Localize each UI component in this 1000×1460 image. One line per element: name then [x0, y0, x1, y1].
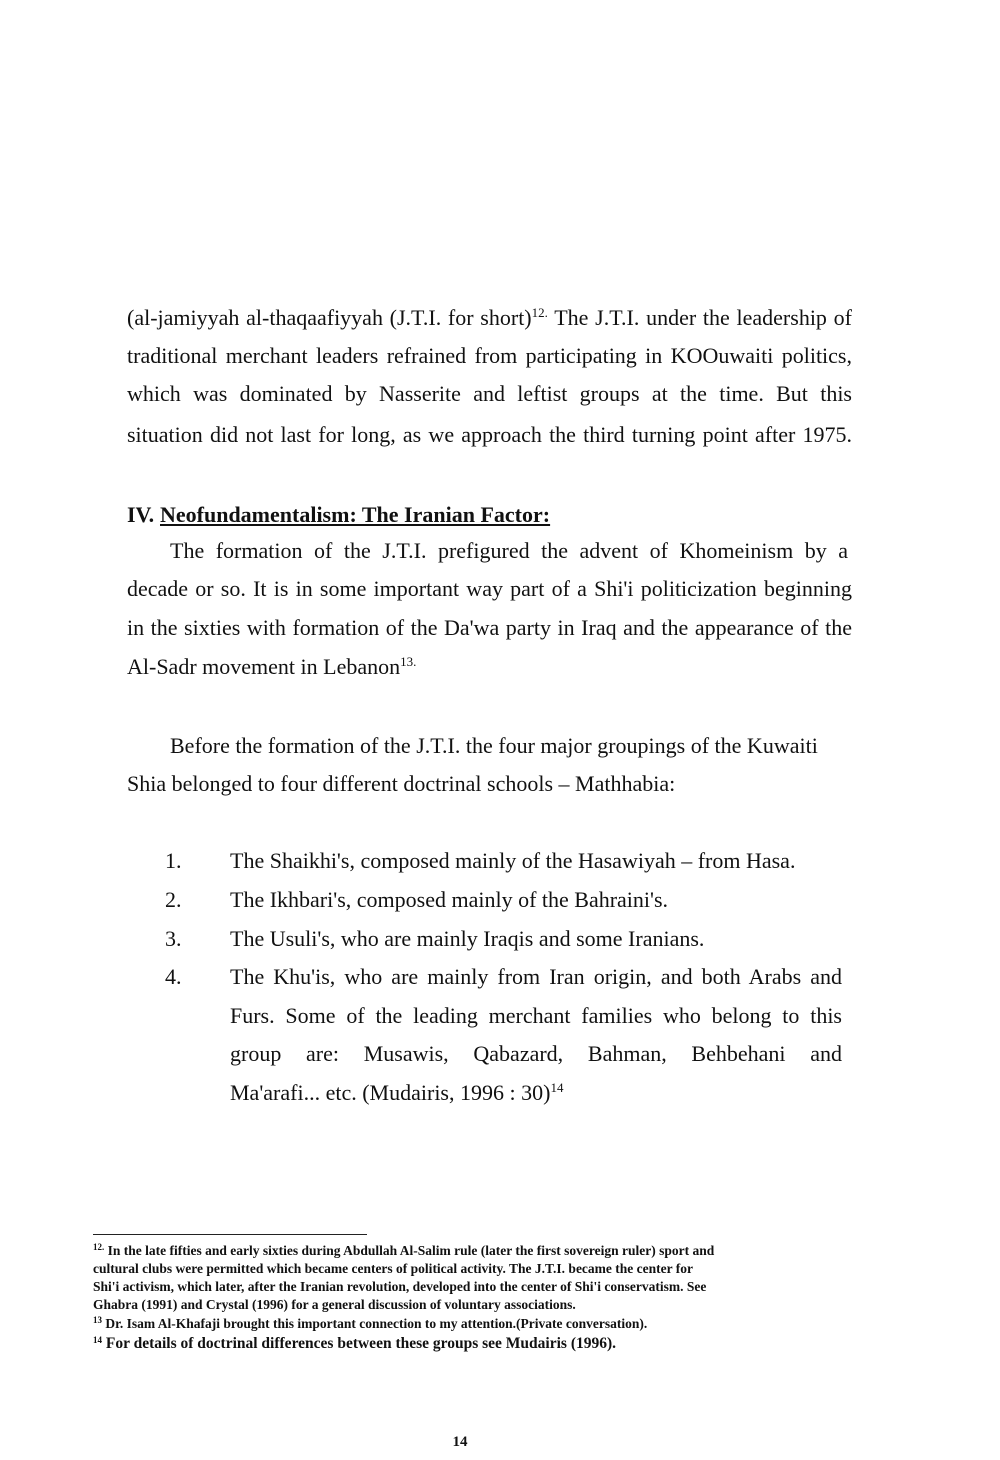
footnote-marker: 14 — [93, 1335, 102, 1345]
footnote-14 — [93, 1336, 833, 1352]
section-number: IV. — [127, 502, 155, 527]
list-item-text: The Shaikhi's, composed mainly of the Hasawiyah – from Hasa. — [230, 848, 796, 873]
section-title: Neofundamentalism: The Iranian Factor: — [160, 502, 551, 527]
page-number: 14 — [452, 1434, 468, 1450]
footnote-text: For details of doctrinal differences between these groups see Mudairis (1996). — [105, 1335, 617, 1352]
footnote-ref-14[interactable]: 14 — [550, 1080, 564, 1095]
paragraph-text: Al-Sadr movement in Lebanon — [127, 654, 401, 679]
paragraph-3-line-1: Before the formation of the J.T.I. the four major groupings of the Kuwaiti — [170, 733, 818, 758]
footnote-separator — [93, 1234, 367, 1235]
list-item-number: 3. — [165, 926, 182, 951]
paragraph-1-line-1 — [127, 305, 852, 331]
list-item-number: 2. — [165, 887, 182, 912]
footnote-ref-13[interactable]: 13. — [400, 654, 417, 669]
footnote-12-line-1 — [93, 1243, 833, 1259]
list-item-text: group are: Musawis, Qabazard, Bahman, Behbehani and — [230, 1041, 842, 1066]
paragraph-3-line-2: Shia belonged to four different doctrinal schools – Mathhabia: — [127, 771, 676, 796]
paragraph-2-line-3: in the sixties with formation of the Da'wa party in Iraq and the appearance of the — [127, 615, 852, 640]
paragraph-1-line-2: traditional merchant leaders refrained from participating in KOOuwaiti politics, — [127, 343, 852, 368]
paragraph-2-line-1: The formation of the J.T.I. prefigured the advent of Khomeinism by a — [170, 538, 848, 563]
footnote-13 — [93, 1316, 833, 1332]
list-item-text: The Usuli's, who are mainly Iraqis and some Iranians. — [230, 926, 705, 951]
paragraph-1-line-4: situation did not last for long, as we approach the third turning point after 1975. — [127, 422, 852, 447]
paragraph-2-line-4 — [127, 654, 852, 680]
footnote-12-line-4: Ghabra (1991) and Crystal (1996) for a general discussion of voluntary associations. — [93, 1297, 576, 1312]
footnote-marker: 13 — [93, 1315, 102, 1325]
list-item-number: 1. — [165, 848, 182, 873]
paragraph-text: (al-jamiyyah al-thaqaafiyyah (J.T.I. for short) — [127, 305, 532, 330]
list-item-text: Furs. Some of the leading merchant families who belong to this — [230, 1003, 842, 1028]
footnote-ref-12[interactable]: 12. — [531, 305, 548, 320]
list-item-text — [230, 1080, 842, 1106]
list-item-text: The Khu'is, who are mainly from Iran origin, and both Arabs and — [230, 964, 842, 989]
paragraph-2-line-2: decade or so. It is in some important way part of a Shi'i politicization beginning — [127, 576, 852, 601]
paragraph-text: The J.T.I. under the leadership of — [547, 305, 852, 330]
paragraph-text: Ma'arafi... etc. (Mudairis, 1996 : 30) — [230, 1080, 551, 1105]
footnote-text: In the late fifties and early sixties during Abdullah Al-Salim rule (later the first sovereign ruler) sport and — [107, 1243, 715, 1258]
list-item-number: 4. — [165, 964, 182, 989]
footnote-text: Dr. Isam Al-Khafaji brought this important connection to my attention.(Private conversation). — [105, 1316, 648, 1331]
footnote-12-line-2: cultural clubs were permitted which became centers of political activity. The J.T.I. became the center for — [93, 1261, 693, 1276]
footnote-12-line-3: Shi'i activism, which later, after the Iranian revolution, developed into the center of Shi'i conservatism. See — [93, 1279, 707, 1294]
list-item-text: The Ikhbari's, composed mainly of the Bahraini's. — [230, 887, 669, 912]
paragraph-1-line-3: which was dominated by Nasserite and leftist groups at the time. But this — [127, 381, 852, 406]
footnote-marker: 12. — [93, 1242, 105, 1252]
